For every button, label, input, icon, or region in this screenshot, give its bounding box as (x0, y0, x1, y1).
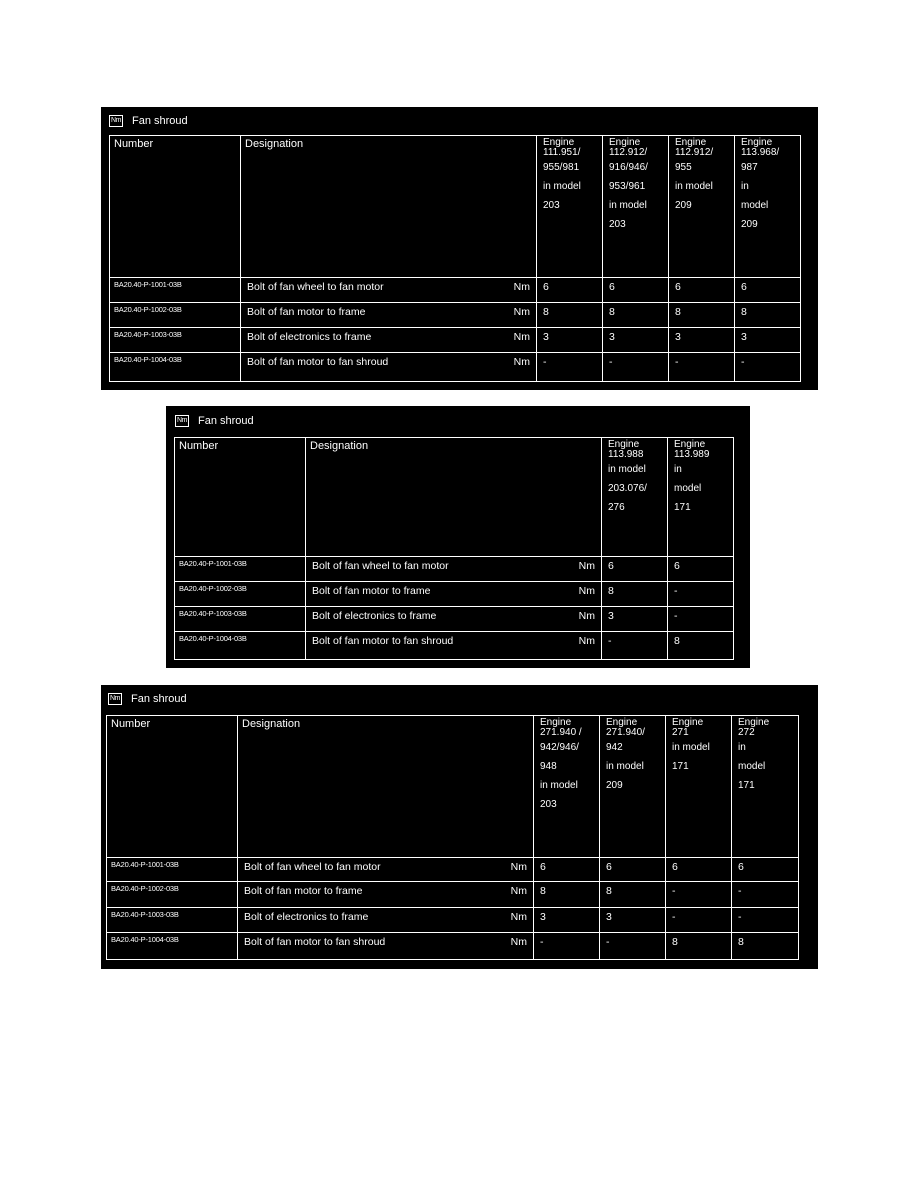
designation-column-header: Designation (306, 438, 602, 557)
unit-label: Nm (510, 861, 527, 873)
designation-column-header: Designation (241, 136, 537, 278)
designation-text: Bolt of electronics to frame (312, 610, 437, 622)
engine-line: in (674, 464, 682, 475)
panel-header (108, 693, 187, 705)
torque-value: 8 (732, 933, 799, 960)
torque-value: 8 (666, 933, 732, 960)
engine-line: 271.940/ (606, 727, 645, 738)
engine-line: 916/946/ (609, 162, 648, 173)
row-designation (241, 353, 537, 382)
engine-line: in model (543, 181, 581, 192)
row-designation (238, 882, 534, 908)
unit-label: Nm (513, 331, 530, 343)
engine-label: Engine (674, 439, 706, 450)
engine-line: 955/981 (543, 162, 580, 173)
engine-line: 171 (674, 502, 691, 513)
row-number: BA20.40-P-1001-03B (107, 858, 238, 882)
engine-line: 987 (741, 162, 758, 173)
torque-value: - (602, 632, 668, 660)
designation-column-header: Designation (238, 716, 534, 858)
engine-line: 955 (675, 162, 692, 173)
designation-text: Bolt of fan motor to fan shroud (312, 635, 454, 647)
engine-line: model (738, 761, 766, 772)
engine-label: Engine (609, 137, 641, 148)
engine-line: 272 (738, 727, 755, 738)
engine-line: 203 (543, 200, 560, 211)
engine-column-header (669, 136, 735, 278)
designation-text: Bolt of electronics to frame (244, 911, 369, 923)
number-column-header: Number (110, 136, 241, 278)
engine-line: 171 (672, 761, 689, 772)
torque-panel-1 (101, 107, 818, 390)
engine-column-header (602, 438, 668, 557)
table-row (110, 278, 801, 303)
engine-column-header (537, 136, 603, 278)
torque-value: 8 (602, 582, 668, 607)
unit-label: Nm (513, 306, 530, 318)
row-number: BA20.40-P-1004-03B (107, 933, 238, 960)
header-row (110, 136, 801, 278)
engine-line: 112.912/ (675, 147, 714, 158)
row-designation (238, 933, 534, 960)
engine-line: in model (608, 464, 646, 475)
table-row (175, 582, 734, 607)
unit-label: Nm (578, 635, 595, 647)
row-designation (241, 278, 537, 303)
row-designation (238, 858, 534, 882)
engine-column-header (735, 136, 801, 278)
engine-line: 271.940 / (540, 727, 582, 738)
unit-label: Nm (510, 911, 527, 923)
engine-line: 209 (741, 219, 758, 230)
panel-title: Fan shroud (132, 115, 188, 127)
engine-line: model (741, 200, 769, 211)
torque-value: 3 (735, 328, 801, 353)
table-row (175, 557, 734, 582)
designation-text: Bolt of fan motor to fan shroud (247, 356, 389, 368)
engine-line: 113.989 (674, 449, 710, 460)
torque-value: - (534, 933, 600, 960)
torque-table (106, 715, 799, 960)
engine-label: Engine (672, 717, 704, 728)
torque-value: - (732, 908, 799, 933)
engine-line: 953/961 (609, 181, 646, 192)
torque-nm-icon: Nm (108, 693, 122, 705)
engine-line: 113.988 (608, 449, 644, 460)
torque-value: 8 (534, 882, 600, 908)
row-designation (306, 557, 602, 582)
torque-nm-icon: Nm (109, 115, 123, 127)
engine-line: 209 (675, 200, 692, 211)
torque-value: 3 (537, 328, 603, 353)
torque-value: 8 (735, 303, 801, 328)
row-number: BA20.40-P-1002-03B (107, 882, 238, 908)
engine-column-header (534, 716, 600, 858)
table-row (107, 933, 799, 960)
torque-value: 6 (602, 557, 668, 582)
torque-value: - (669, 353, 735, 382)
torque-value: - (600, 933, 666, 960)
torque-nm-icon: Nm (175, 415, 189, 427)
panel-header (109, 115, 188, 127)
table-row (110, 353, 801, 382)
torque-value: 8 (669, 303, 735, 328)
panel-title: Fan shroud (131, 693, 187, 705)
torque-value: 8 (537, 303, 603, 328)
torque-value: 8 (600, 882, 666, 908)
engine-line: 942 (606, 742, 623, 753)
engine-line: 203 (609, 219, 626, 230)
unit-label: Nm (513, 281, 530, 293)
row-number: BA20.40-P-1003-03B (107, 908, 238, 933)
torque-value: 6 (669, 278, 735, 303)
unit-label: Nm (578, 585, 595, 597)
torque-panel-3 (101, 685, 818, 969)
engine-line: 948 (540, 761, 557, 772)
torque-value: 6 (603, 278, 669, 303)
row-number: BA20.40-P-1004-03B (110, 353, 241, 382)
header-row (175, 438, 734, 557)
row-number: BA20.40-P-1004-03B (175, 632, 306, 660)
table-row (175, 607, 734, 632)
engine-line: 112.912/ (609, 147, 648, 158)
unit-label: Nm (510, 885, 527, 897)
torque-table (174, 437, 734, 660)
row-number: BA20.40-P-1003-03B (110, 328, 241, 353)
torque-value: 3 (669, 328, 735, 353)
row-number: BA20.40-P-1002-03B (175, 582, 306, 607)
torque-value: 6 (735, 278, 801, 303)
torque-value: - (603, 353, 669, 382)
engine-label: Engine (741, 137, 773, 148)
number-column-header: Number (175, 438, 306, 557)
designation-text: Bolt of fan wheel to fan motor (244, 861, 381, 873)
designation-text: Bolt of fan motor to frame (312, 585, 431, 597)
row-designation (241, 303, 537, 328)
engine-label: Engine (738, 717, 770, 728)
engine-line: in (741, 181, 749, 192)
engine-line: 209 (606, 780, 623, 791)
number-column-header: Number (107, 716, 238, 858)
row-designation (238, 908, 534, 933)
torque-value: - (666, 882, 732, 908)
torque-value: 3 (602, 607, 668, 632)
torque-value: 6 (534, 858, 600, 882)
torque-value: 6 (537, 278, 603, 303)
engine-line: in model (675, 181, 713, 192)
torque-value: 6 (600, 858, 666, 882)
engine-column-header (666, 716, 732, 858)
designation-text: Bolt of fan wheel to fan motor (247, 281, 384, 293)
engine-column-header (603, 136, 669, 278)
engine-line: model (674, 483, 702, 494)
engine-label: Engine (608, 439, 640, 450)
unit-label: Nm (578, 560, 595, 572)
table-row (110, 328, 801, 353)
torque-value: 3 (603, 328, 669, 353)
engine-line: 276 (608, 502, 625, 513)
engine-line: in model (609, 200, 647, 211)
torque-panel-2 (166, 406, 750, 668)
torque-value: 6 (668, 557, 734, 582)
row-number: BA20.40-P-1002-03B (110, 303, 241, 328)
torque-value: 6 (666, 858, 732, 882)
engine-column-header (732, 716, 799, 858)
header-row (107, 716, 799, 858)
table-row (110, 303, 801, 328)
table-row (107, 858, 799, 882)
engine-line: in model (606, 761, 644, 772)
torque-value: - (668, 607, 734, 632)
table-row (107, 908, 799, 933)
row-designation (306, 632, 602, 660)
engine-column-header (668, 438, 734, 557)
row-number: BA20.40-P-1003-03B (175, 607, 306, 632)
engine-label: Engine (606, 717, 638, 728)
engine-line: 171 (738, 780, 755, 791)
row-number: BA20.40-P-1001-03B (175, 557, 306, 582)
row-designation (306, 607, 602, 632)
designation-text: Bolt of fan motor to fan shroud (244, 936, 386, 948)
engine-line: 111.951/ (543, 147, 581, 158)
engine-line: 271 (672, 727, 689, 738)
panel-title: Fan shroud (198, 415, 254, 427)
torque-value: - (732, 882, 799, 908)
engine-line: 942/946/ (540, 742, 579, 753)
row-number: BA20.40-P-1001-03B (110, 278, 241, 303)
torque-value: - (666, 908, 732, 933)
engine-line: in model (672, 742, 710, 753)
engine-line: 203.076/ (608, 483, 647, 494)
torque-value: - (537, 353, 603, 382)
row-designation (241, 328, 537, 353)
engine-line: 113.968/ (741, 147, 780, 158)
table-row (107, 882, 799, 908)
torque-value: 6 (732, 858, 799, 882)
unit-label: Nm (513, 356, 530, 368)
designation-text: Bolt of electronics to frame (247, 331, 372, 343)
table-row (175, 632, 734, 660)
designation-text: Bolt of fan wheel to fan motor (312, 560, 449, 572)
engine-label: Engine (540, 717, 572, 728)
torque-value: 3 (534, 908, 600, 933)
torque-value: - (735, 353, 801, 382)
torque-value: 8 (603, 303, 669, 328)
torque-value: 3 (600, 908, 666, 933)
torque-table (109, 135, 801, 382)
designation-text: Bolt of fan motor to frame (247, 306, 366, 318)
unit-label: Nm (578, 610, 595, 622)
unit-label: Nm (510, 936, 527, 948)
engine-line: in model (540, 780, 578, 791)
engine-line: in (738, 742, 746, 753)
designation-text: Bolt of fan motor to frame (244, 885, 363, 897)
panel-header (175, 415, 254, 427)
torque-value: - (668, 582, 734, 607)
engine-label: Engine (543, 137, 575, 148)
row-designation (306, 582, 602, 607)
torque-value: 8 (668, 632, 734, 660)
engine-column-header (600, 716, 666, 858)
engine-line: 203 (540, 799, 557, 810)
engine-label: Engine (675, 137, 707, 148)
